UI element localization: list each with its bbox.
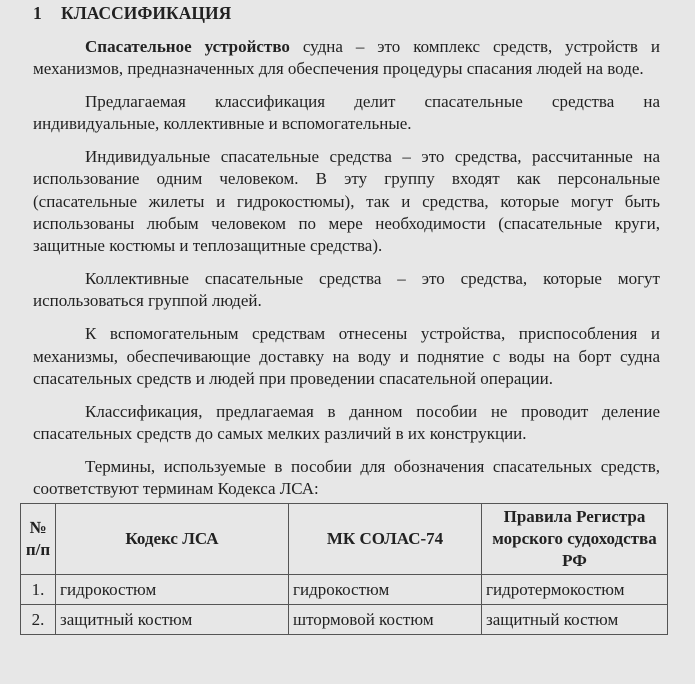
table-row bbox=[21, 575, 668, 605]
cell: штормовой костюм bbox=[289, 605, 482, 635]
cell: гидрокостюм bbox=[56, 575, 289, 605]
cell: защитный костюм bbox=[482, 605, 668, 635]
section-title: КЛАССИФИКАЦИЯ bbox=[61, 3, 232, 23]
paragraph: Индивидуальные спасательные средства – это средства, рассчитанные на использование одним человеком. В эту группу входят как персональные (спасательные жилеты и гидрокостюмы), так и средства, которые могут быть использованы любым человеком по мере необходимости (спасательные круги, защитные костюмы и теплозащитные средства). bbox=[33, 147, 660, 256]
paragraph: Предлагаемая классификация делит спасательные средства на индивидуальные, коллективные и вспомогательные. bbox=[33, 92, 660, 134]
cell: защитный костюм bbox=[56, 605, 289, 635]
cell-number: 1. bbox=[21, 575, 56, 605]
header-number: № п/п bbox=[21, 504, 56, 575]
paragraph: Термины, используемые в пособии для обозначения спасательных средств, соответствуют терминам Кодекса ЛСА: bbox=[33, 456, 660, 499]
cell: гидротермокостюм bbox=[482, 575, 668, 605]
cell: гидрокостюм bbox=[289, 575, 482, 605]
cell-number: 2. bbox=[21, 605, 56, 635]
header-solas: МК СОЛАС-74 bbox=[289, 504, 482, 575]
section-heading bbox=[33, 3, 231, 24]
table-header-row bbox=[21, 504, 668, 575]
table-row bbox=[21, 605, 668, 635]
body-text bbox=[33, 36, 660, 511]
terms-table bbox=[20, 503, 668, 635]
section-number: 1 bbox=[33, 3, 42, 23]
paragraph-text: судна – это комплекс средств, устройств и механизмов, предназначенных для обеспечения процедуры спасания людей на воде. bbox=[33, 37, 660, 79]
header-lsa-code: Кодекс ЛСА bbox=[56, 504, 289, 575]
header-register-rules: Правила Регистра морского судоходства РФ bbox=[482, 504, 668, 575]
term-bold: Спасательное устройство bbox=[85, 37, 290, 56]
paragraph-definition bbox=[33, 36, 660, 81]
paragraph: Классификация, предлагаемая в данном пособии не проводит деление спасательных средств до самых мелких различий в их конструкции. bbox=[33, 401, 660, 443]
paragraph: Коллективные спасательные средства – это средства, которые могут использоваться группой людей. bbox=[33, 269, 660, 311]
paragraph: К вспомогательным средствам отнесены устройства, приспособления и механизмы, обеспечивающие доставку на воду и поднятие с воды на борт судна спасательных средств и людей при проведении спасательной операции. bbox=[33, 324, 660, 388]
